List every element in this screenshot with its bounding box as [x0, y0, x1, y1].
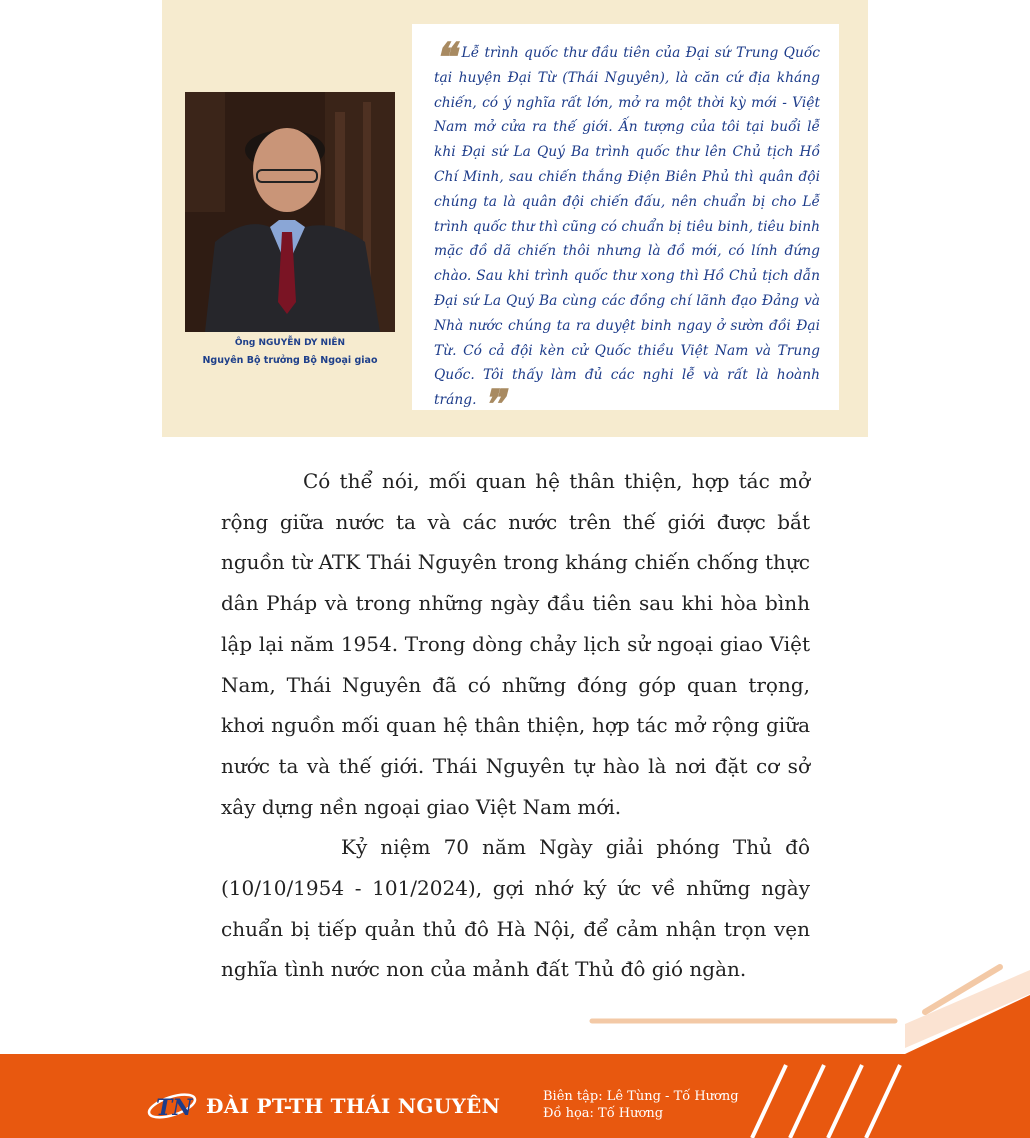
editor-credit: Biên tập: Lê Tùng - Tố Hương — [543, 1089, 739, 1104]
graphics-credit: Đồ họa: Tố Hương — [543, 1106, 664, 1121]
station-logo — [146, 1087, 198, 1125]
credits — [543, 1088, 739, 1122]
body-paragraph-1: Có thể nói, mối quan hệ thân thiện, hợp tác mở rộng giữa nước ta và các nước trên thế giới được bắt nguồn từ ATK Thái Nguyên trong kháng chiến chống thực dân Pháp và trong những ngày đầu tiên sau khi hòa bình lập lại năm 1954. Trong dòng chảy lịch sử ngoại giao Việt Nam, Thái Nguyên đã có những đóng góp quan trọng, khơi nguồn mối quan hệ thân thiện, hợp tác mở rộng giữa nước ta và thế giới. Thái Nguyên tự hào là nơi đặt cơ sở xây dựng nền ngoại giao Việt Nam mới. — [221, 469, 810, 819]
body-paragraph-2: Kỷ niệm 70 năm Ngày giải phóng Thủ đô (10/10/1954 - 101/2024), gợi nhớ ký ức về những ngày chuẩn bị tiếp quản thủ đô Hà Nội, để cảm nhận trọn vẹn nghĩa tình nước non của mảnh đất Thủ đô gió ngàn. — [221, 835, 810, 982]
open-quote-icon: ❝ — [434, 34, 456, 81]
caption-name: Ông NGUYỄN DY NIÊN — [234, 338, 346, 348]
caption-role: Nguyên Bộ trưởng Bộ Ngoại giao — [202, 355, 378, 366]
close-quote-icon: ❞ — [482, 381, 504, 429]
station-name: ĐÀI PT-TH THÁI NGUYÊN — [206, 1094, 501, 1118]
logo-text: TN — [156, 1095, 193, 1121]
footer-brand — [146, 1086, 500, 1126]
quote-text: Lễ trình quốc thư đầu tiên của Đại sứ Trung Quốc tại huyện Đại Từ (Thái Nguyên), là căn cứ địa kháng chiến, có ý nghĩa rất lớn, mở ra một thời kỳ mới - Việt Nam mở cửa ra thế giới. Ấn tượng của tôi tại buổi lễ khi Đại sứ La Quý Ba trình quốc thư lên Chủ tịch Hồ Chí Minh, sau chiến thắng Điện Biên Phủ thì quân đội chúng ta là quân đội chiến đấu, nên chuẩn bị cho Lễ trình quốc thư thì cũng có chuẩn bị tiêu binh, tiêu binh mặc đồ dã chiến thôi nhưng là đồ mới, có lính đứng chào. Sau khi trình quốc thư xong thì Hồ Chủ tịch dẫn Đại sứ La Quý Ba cùng các đồng chí lãnh đạo Đảng và Nhà nước chúng ta ra duyệt binh ngay ở sườn đồi Đại Từ. Có cả đội kèn cử Quốc thiều Việt Nam và Trung Quốc. Tôi thấy làm đủ các nghi lễ và rất là hoành tráng. — [434, 45, 820, 409]
